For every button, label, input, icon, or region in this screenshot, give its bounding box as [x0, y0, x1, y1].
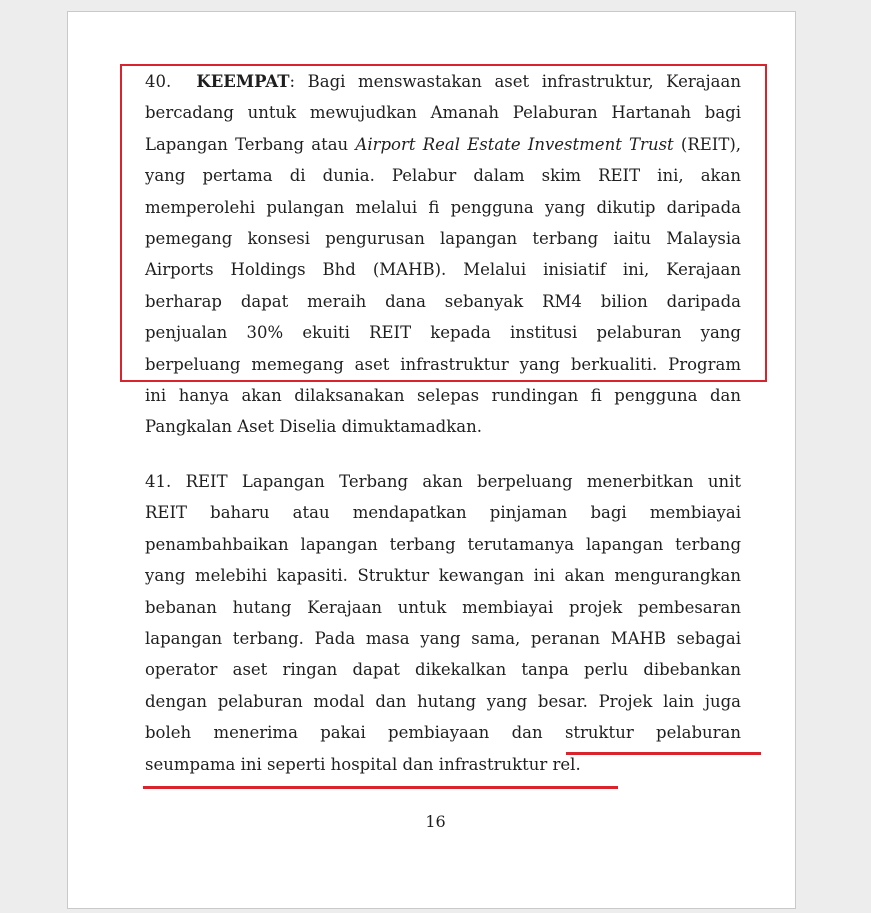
- paragraph-40-line-6: pemegang konsesi pengurusan lapangan terbang iaitu Malaysia: [145, 228, 741, 248]
- paragraph-41-line-8: dengan pelaburan modal dan hutang yang besar. Projek lain juga: [145, 691, 741, 711]
- paragraph-40-line-5: memperolehi pulangan melalui fi pengguna yang dikutip daripada: [145, 197, 741, 217]
- paragraph-41-line-6: lapangan terbang. Pada masa yang sama, peranan MAHB sebagai: [145, 628, 741, 648]
- paragraph-41-line-4: yang melebihi kapasiti. Struktur kewangan ini akan mengurangkan: [145, 566, 741, 586]
- text-segment: (REIT),: [673, 134, 741, 154]
- paragraph-40-line-1: [145, 66, 741, 97]
- paragraph-41-line-7: operator aset ringan dapat dikekalkan tanpa perlu dibebankan: [145, 660, 741, 680]
- paragraph-40-line-2: bercadang untuk mewujudkan Amanah Pelaburan Hartanah bagi: [145, 103, 741, 123]
- paragraph-lead: KEEMPAT: [196, 72, 290, 91]
- paragraph-41: [145, 466, 741, 780]
- paragraph-40-line-3: [145, 129, 741, 160]
- underline-annotation: [143, 786, 618, 789]
- paragraph-40-line-4: yang pertama di dunia. Pelabur dalam skim REIT ini, akan: [145, 166, 741, 186]
- paragraph-41-line-3: penambahbaikan lapangan terbang terutamanya lapangan terbang: [145, 534, 741, 554]
- text-segment: Lapangan Terbang atau: [145, 134, 356, 154]
- paragraph-41-line-1: 41. REIT Lapangan Terbang akan berpeluang menerbitkan unit: [145, 472, 741, 491]
- paragraph-41-line-9: boleh menerima pakai pembiayaan dan struktur pelaburan: [145, 723, 741, 743]
- underline-annotation: [566, 752, 761, 755]
- paragraph-41-line-10: seumpama ini seperti hospital dan infrastruktur rel.: [145, 754, 581, 774]
- italic-term: Airport Real Estate Investment Trust: [355, 134, 674, 154]
- paragraph-40-line-10: berpeluang memegang aset infrastruktur yang berkualiti. Program: [145, 354, 741, 374]
- paragraph-40-line-8: berharap dapat meraih dana sebanyak RM4 bilion daripada: [145, 291, 741, 311]
- paragraph-40-line-9: penjualan 30% ekuiti REIT kepada institusi pelaburan yang: [145, 323, 741, 343]
- paragraph-40-line-12: Pangkalan Aset Diselia dimuktamadkan.: [145, 417, 482, 437]
- paragraph-number: 40.: [145, 72, 172, 91]
- paragraph-40-line-11: ini hanya akan dilaksanakan selepas rundingan fi pengguna dan: [145, 385, 741, 405]
- paragraph-40-line-7: Airports Holdings Bhd (MAHB). Melalui inisiatif ini, Kerajaan: [145, 260, 741, 280]
- paragraph-41-line-5: bebanan hutang Kerajaan untuk membiayai projek pembesaran: [145, 597, 741, 617]
- page-number: 16: [425, 812, 446, 831]
- paragraph-41-line-2: REIT baharu atau mendapatkan pinjaman bagi membiayai: [145, 503, 741, 523]
- text-segment: : Bagi menswastakan aset infrastruktur, Kerajaan: [289, 72, 741, 91]
- paragraph-40: [145, 66, 741, 443]
